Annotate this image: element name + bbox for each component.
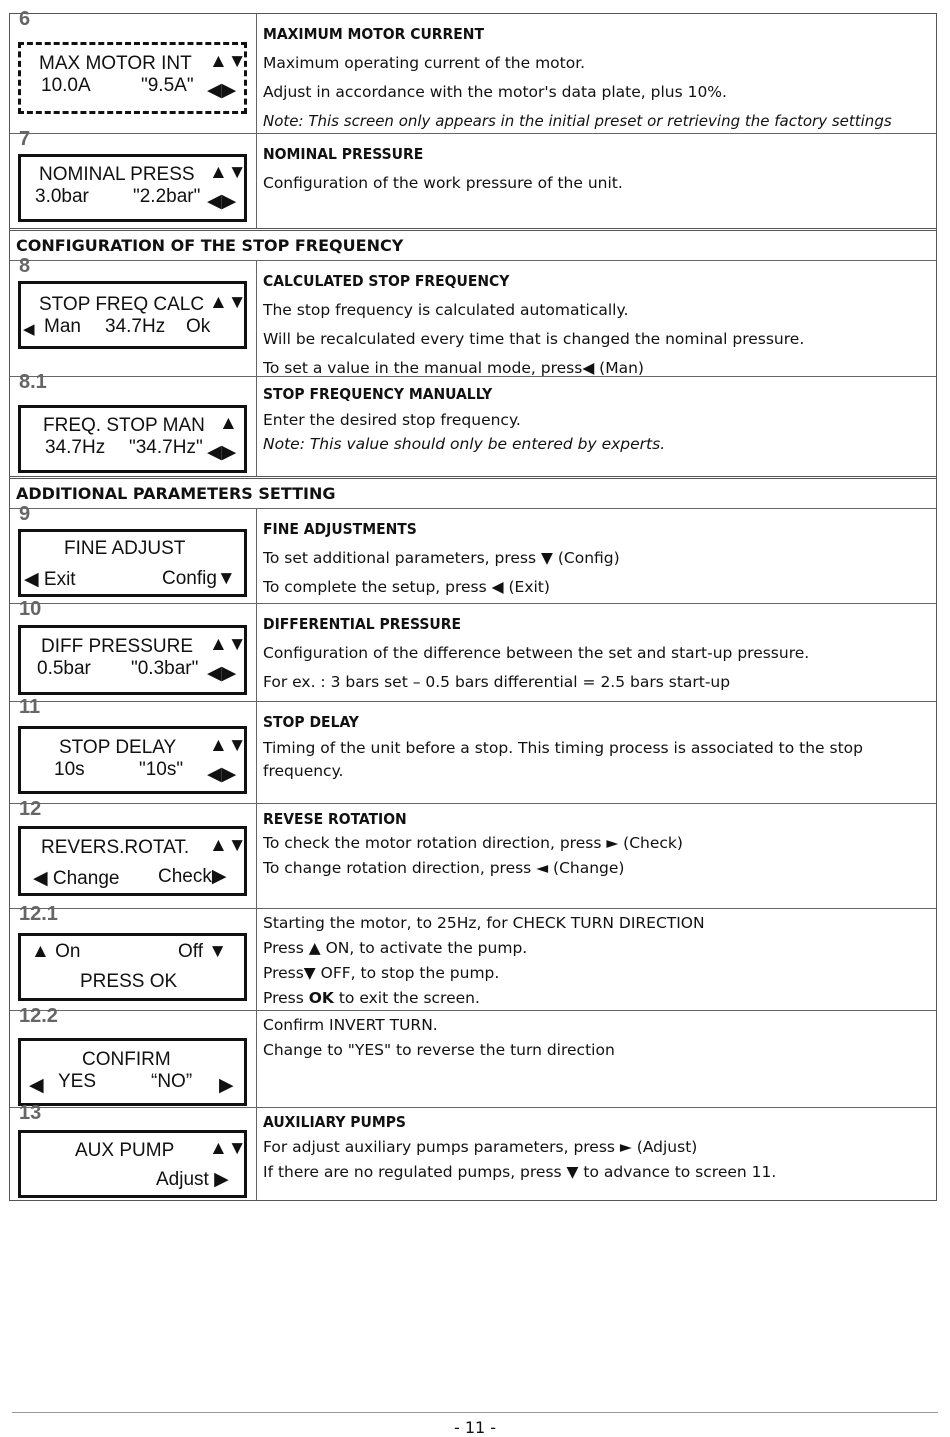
description-cell — [257, 377, 936, 476]
parameter-table — [9, 8, 937, 1201]
description-line: Press▼ OFF, to stop the pump. — [263, 964, 500, 982]
lcd-display — [18, 1038, 247, 1106]
lcd-display — [18, 726, 247, 794]
lcd-line1: CONFIRM — [82, 1049, 171, 1070]
lcd-display — [18, 529, 247, 597]
row-title: MAXIMUM MOTOR CURRENT — [263, 25, 484, 43]
lcd-display — [18, 826, 247, 896]
screen-cell — [10, 8, 257, 133]
lcd-line1: STOP DELAY — [59, 737, 177, 758]
description-cell — [257, 509, 936, 603]
description-line — [263, 986, 932, 1011]
up-down-arrows-icon: ▲▼ — [209, 51, 247, 72]
lcd-option-man: Man — [44, 316, 81, 337]
section-heading: CONFIGURATION OF THE STOP FREQUENCY — [10, 231, 936, 261]
lcd-current-value: 10.0A — [41, 75, 91, 96]
screen-number: 12.1 — [19, 903, 58, 925]
lcd-current-value: 0.5bar — [37, 658, 91, 679]
screen-cell — [10, 1005, 257, 1107]
screen-cell — [10, 371, 257, 476]
lcd-display — [18, 281, 247, 349]
lcd-line1: FINE ADJUST — [64, 538, 186, 559]
description-line: If there are no regulated pumps, press ▼ to advance to screen 11. — [263, 1163, 777, 1181]
left-right-arrows-icon: ◀▶ — [207, 191, 237, 212]
lcd-option-adjust: Adjust ▶ — [156, 1169, 229, 1190]
up-down-arrows-icon: ▲▼ — [209, 1138, 247, 1159]
lcd-option-exit: ◀ Exit — [24, 569, 76, 590]
row-title: STOP DELAY — [263, 713, 359, 731]
description-line: For ex. : 3 bars set – 0.5 bars differential = 2.5 bars start-up — [263, 673, 731, 691]
row-title: NOMINAL PRESSURE — [263, 145, 424, 163]
up-down-arrows-icon: ▲▼ — [209, 162, 247, 183]
table-row — [10, 255, 936, 377]
description-cell — [257, 604, 936, 701]
table-row — [10, 503, 936, 604]
ok-line-suffix: to exit the screen. — [333, 989, 480, 1007]
table-row — [10, 1102, 936, 1200]
description-line: Enter the desired stop frequency. — [263, 411, 521, 429]
description-line: The stop frequency is calculated automatically. — [263, 301, 629, 319]
lcd-display — [18, 933, 247, 1001]
screen-number: 10 — [19, 598, 42, 620]
description-line: Configuration of the work pressure of the unit. — [263, 174, 623, 192]
left-arrow-icon: ◀ — [29, 1075, 44, 1096]
description-cell — [257, 804, 936, 908]
lcd-line1: FREQ. STOP MAN — [43, 415, 205, 436]
row-title: CALCULATED STOP FREQUENCY — [263, 272, 510, 290]
screen-cell — [10, 128, 257, 228]
lcd-option-off: Off ▼ — [178, 941, 228, 962]
description-cell — [257, 261, 936, 376]
description-line: Maximum operating current of the motor. — [263, 54, 586, 72]
lcd-option-yes: YES — [58, 1071, 97, 1092]
lcd-display — [18, 625, 247, 695]
lcd-new-value: "2.2bar" — [133, 186, 201, 207]
row-title: DIFFERENTIAL PRESSURE — [263, 615, 461, 633]
screen-cell — [10, 696, 257, 803]
table-row — [10, 798, 936, 909]
screen-number: 8 — [19, 255, 31, 277]
left-arrow-icon: ◀ — [23, 321, 35, 338]
right-arrow-icon: ▶ — [219, 1075, 234, 1096]
screen-number: 8.1 — [19, 371, 47, 393]
table-row — [10, 128, 936, 231]
screen-number: 12 — [19, 798, 42, 820]
lcd-line1: STOP FREQ CALC — [39, 294, 205, 315]
screen-number: 13 — [19, 1102, 42, 1124]
note-text: Note: This value should only be entered by experts. — [263, 435, 666, 453]
screen-number: 12.2 — [19, 1005, 58, 1027]
lcd-option-no: “NO” — [151, 1071, 193, 1092]
table-row — [10, 598, 936, 702]
lcd-option-change: ◀ Change — [33, 868, 120, 889]
row-title: STOP FREQUENCY MANUALLY — [263, 385, 493, 403]
lcd-option-check: Check▶ — [158, 866, 227, 887]
lcd-line1: AUX PUMP — [75, 1140, 175, 1161]
screen-cell — [10, 1102, 257, 1200]
lcd-new-value: "10s" — [139, 759, 184, 780]
lcd-option-on: ▲ On — [31, 941, 81, 962]
page-number: - 11 - — [453, 1418, 497, 1437]
description-line: To change rotation direction, press ◄ (Change) — [263, 859, 625, 877]
left-right-arrows-icon: ◀▶ — [207, 764, 237, 785]
left-right-arrows-icon: ◀▶ — [207, 442, 237, 463]
section-heading: ADDITIONAL PARAMETERS SETTING — [10, 479, 936, 509]
lcd-display — [18, 1130, 247, 1198]
up-down-arrows-icon: ▲▼ — [209, 292, 247, 313]
lcd-new-value: "0.3bar" — [131, 658, 199, 679]
left-right-arrows-icon: ◀▶ — [207, 80, 237, 101]
description-line: To check the motor rotation direction, press ► (Check) — [263, 834, 683, 852]
description-line: Adjust in accordance with the motor's data plate, plus 10%. — [263, 83, 727, 101]
lcd-current-value: 10s — [54, 759, 85, 780]
description-line: For adjust auxiliary pumps parameters, press ► (Adjust) — [263, 1138, 698, 1156]
lcd-display — [18, 405, 247, 473]
description-line: Configuration of the difference between the set and start-up pressure. — [263, 644, 810, 662]
lcd-option-config: Config▼ — [162, 568, 236, 589]
row-title: REVESE ROTATION — [263, 810, 407, 828]
ok-key-label: OK — [308, 989, 334, 1007]
description-line: Confirm INVERT TURN. — [263, 1016, 438, 1034]
lcd-new-value: "9.5A" — [141, 75, 194, 96]
screen-cell — [10, 903, 257, 1010]
table-row — [10, 371, 936, 479]
description-line: To complete the setup, press ◀ (Exit) — [263, 578, 550, 596]
screen-number: 9 — [19, 503, 31, 525]
screen-cell — [10, 798, 257, 908]
description-line: To set additional parameters, press ▼ (Config) — [263, 549, 620, 567]
screen-cell — [10, 503, 257, 603]
lcd-line1: REVERS.ROTAT. — [41, 837, 190, 858]
up-down-arrows-icon: ▲▼ — [209, 735, 247, 756]
lcd-current-value: 3.0bar — [35, 186, 89, 207]
description-line: Will be recalculated every time that is changed the nominal pressure. — [263, 330, 805, 348]
footer-divider — [12, 1412, 938, 1413]
description-line: Starting the motor, to 25Hz, for CHECK TURN DIRECTION — [263, 914, 705, 932]
description-cell — [257, 909, 936, 1010]
description-line: Press ▲ ON, to activate the pump. — [263, 939, 528, 957]
description-line: To set a value in the manual mode, press◀ (Man) — [263, 359, 644, 377]
screen-number: 7 — [19, 128, 31, 150]
ok-line-prefix: Press — [263, 989, 309, 1007]
description-cell — [257, 1108, 936, 1200]
description-cell — [257, 14, 936, 133]
lcd-frequency-value: 34.7Hz — [105, 316, 166, 337]
description-cell — [257, 134, 936, 228]
lcd-line2: PRESS OK — [80, 971, 178, 992]
lcd-current-value: 34.7Hz — [45, 437, 106, 458]
up-arrow-icon: ▲ — [219, 413, 238, 434]
lcd-line1: DIFF PRESSURE — [41, 636, 194, 657]
table-row — [10, 903, 936, 1011]
lcd-line1: NOMINAL PRESS — [39, 164, 195, 185]
note-text: Note: This screen only appears in the initial preset or retrieving the factory settings — [263, 112, 892, 130]
row-title: AUXILIARY PUMPS — [263, 1113, 406, 1131]
description-line: Timing of the unit before a stop. This timing process is associated to the stop frequency. — [263, 739, 863, 780]
lcd-line1: MAX MOTOR INT — [39, 53, 192, 74]
table-row — [10, 696, 936, 804]
lcd-display — [18, 154, 247, 222]
up-down-arrows-icon: ▲▼ — [209, 634, 247, 655]
screen-number: 6 — [19, 8, 31, 30]
screen-cell — [10, 255, 257, 376]
up-down-arrows-icon: ▲▼ — [209, 835, 247, 856]
screen-number: 11 — [19, 696, 41, 718]
lcd-display — [18, 42, 247, 114]
left-right-arrows-icon: ◀▶ — [207, 663, 237, 684]
row-title: FINE ADJUSTMENTS — [263, 520, 417, 538]
table-row — [10, 8, 936, 134]
description-cell — [257, 1011, 936, 1107]
lcd-new-value: "34.7Hz" — [129, 437, 203, 458]
description-line: Change to "YES" to reverse the turn direction — [263, 1041, 615, 1059]
lcd-option-ok: Ok — [186, 316, 211, 337]
table-row — [10, 1005, 936, 1108]
description-cell — [257, 702, 936, 803]
screen-cell — [10, 598, 257, 701]
